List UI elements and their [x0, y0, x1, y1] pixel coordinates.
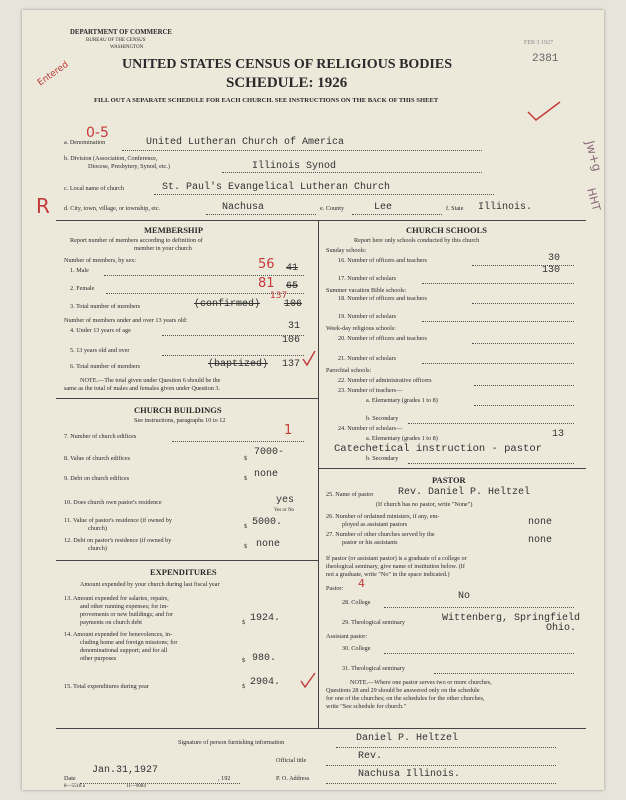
q20-label: 20. Number of officers and teachers [338, 335, 427, 342]
q2-red-value[interactable]: 81 [258, 276, 275, 291]
q3-old-value: 106 [284, 299, 303, 310]
date-suffix: , 192 [218, 775, 231, 782]
date-label: Date [64, 775, 76, 782]
form-code: 8—5518 a [64, 784, 85, 789]
division-value[interactable]: Illinois Synod [252, 161, 337, 172]
age-label: Number of members under and over 13 years old: [64, 317, 188, 324]
date-value[interactable]: Jan.31,1927 [92, 765, 159, 776]
division-label: b. Division (Association, Conference, [64, 155, 158, 162]
q24a-value[interactable]: 13 [552, 429, 565, 440]
q2-label: 2. Female [70, 285, 95, 292]
q23b-label: b. Secondary [366, 415, 399, 422]
q12-label-2: church) [88, 545, 107, 552]
by-sex-label: Number of members, by sex: [64, 257, 136, 264]
q3-note: (confirmed) [194, 299, 261, 310]
q14-label-2: cluding home and foreign missions; for [80, 639, 178, 646]
form-code-2: 11—9084 [126, 784, 146, 789]
q11-value[interactable]: 5000. [252, 517, 283, 528]
pastor-sub-label: Pastor: [326, 585, 344, 592]
q28-label: 28. College [342, 599, 371, 606]
membership-note: NOTE.—The total given under Question 6 should be the [80, 377, 221, 384]
summer-label: Summer vacation Bible schools: [326, 287, 407, 294]
q6-note: (baptized) [208, 359, 269, 370]
instruction-line: FILL OUT A SEPARATE SCHEDULE FOR EACH CHURCH. SEE INSTRUCTIONS ON THE BACK OF THIS SHEET [94, 97, 439, 104]
q11-label: 11. Value of pastor's residence (if owned by [64, 517, 172, 524]
church-name-value[interactable]: St. Paul's Evangelical Lutheran Church [162, 182, 391, 193]
sunday-label: Sunday schools: [326, 247, 367, 254]
q8-label: 8. Value of church edifices [64, 455, 131, 462]
q1-red-value[interactable]: 56 [258, 257, 275, 272]
q6-label: 6. Total number of members [70, 363, 141, 370]
received-stamp: FEB 3 1927 [524, 40, 554, 46]
pastor-note: NOTE.—Where one pastor serves two or more churches, [350, 679, 492, 686]
q6-check-icon [302, 350, 316, 368]
q25-value[interactable]: Rev. Daniel P. Heltzel [398, 487, 531, 498]
q15-check-icon [300, 672, 316, 690]
graduate-note-3: not a graduate, write "No" in the space indicated.) [326, 571, 450, 578]
city-value[interactable]: Nachusa [222, 202, 265, 213]
membership-heading: MEMBERSHIP [144, 225, 204, 235]
q2-old-value: 65 [286, 281, 299, 292]
q14-label: 14. Amount expended for benevolences, in- [64, 631, 173, 638]
q29-label: 29. Theological seminary [342, 619, 405, 626]
po-address-value[interactable]: Nachusa Illinois. [358, 769, 461, 780]
q30-label: 30. College [342, 645, 371, 652]
schools-heading: CHURCH SCHOOLS [406, 225, 487, 235]
q9-value[interactable]: none [254, 469, 279, 480]
buildings-heading: CHURCH BUILDINGS [134, 405, 222, 415]
initials-annotation-2: HHT [584, 186, 603, 213]
q26-label-2: ployed as assistant pastors [342, 521, 408, 528]
q19-label: 19. Number of scholars [338, 313, 397, 320]
q14-value[interactable]: 980. [252, 653, 277, 664]
graduate-note-2: theological seminary, give name of institution below. (If [326, 563, 465, 570]
q1-label: 1. Male [70, 267, 89, 274]
graduate-note: If pastor (or assistant pastor) is a graduate of a college or [326, 555, 467, 562]
q8-value[interactable]: 7000- [254, 447, 285, 458]
q22-label: 22. Number of administrative officers [338, 377, 432, 384]
q25-note: (If church has no pastor, write "None") [376, 501, 473, 508]
membership-intro-2: member in your church [134, 245, 192, 252]
initials-annotation-1: Jw+g [582, 139, 605, 173]
buildings-intro: See instructions, paragraphs 10 to 12 [134, 417, 226, 424]
q23a-label: a. Elementary (grades 1 to 8) [366, 397, 438, 404]
q7-value[interactable]: 1 [284, 423, 293, 438]
q28-value[interactable]: No [458, 591, 471, 602]
official-title-label: Official title [276, 757, 307, 764]
schools-intro: Report here only schools conducted by this church [354, 237, 480, 244]
official-title-value[interactable]: Rev. [358, 751, 383, 762]
q29-value[interactable]: Wittenberg, Springfield [442, 613, 581, 624]
pastor-mark: 4 [358, 577, 365, 590]
q16-value[interactable]: 30 [548, 253, 561, 264]
q4-label: 4. Under 13 years of age [70, 327, 131, 334]
assistant-label: Assistant pastor: [326, 633, 368, 640]
q5-label: 5. 13 years old and over [70, 347, 130, 354]
q3-label: 3. Total number of members [70, 303, 141, 310]
q7-label: 7. Number of church edifices [64, 433, 137, 440]
q24a-label: a. Elementary (grades 1 to 8) [366, 435, 438, 442]
q9-dollar: $ [244, 475, 248, 482]
q25-label: 25. Name of pastor [326, 491, 374, 498]
q18-label: 18. Number of officers and teachers [338, 295, 427, 302]
membership-note-2: same as the total of males and females given under Question 3. [64, 385, 221, 392]
checkmark-icon [526, 100, 562, 124]
q1-old-value: 41 [286, 263, 299, 274]
q10-label: 10. Does church own pastor's residence [64, 499, 162, 506]
q27-label-2: pastor or his assistants [342, 539, 398, 546]
q6-value[interactable]: 137 [282, 359, 301, 370]
q26-label: 26. Number of ordained ministers, if any, em- [326, 513, 440, 520]
pastor-note-3: for one of the churches; on the schedules for the other churches, [326, 695, 485, 702]
state-value[interactable]: Illinois. [478, 202, 533, 213]
signature-label: Signature of person furnishing information [178, 739, 285, 746]
city-label: d. City, town, village, or township, etc. [64, 205, 161, 212]
pastor-note-4: write "See schedule for church." [326, 703, 407, 710]
parochial-label: Parochial schools: [326, 367, 372, 374]
q17-label: 17. Number of scholars [338, 275, 397, 282]
census-form [22, 10, 604, 790]
form-number: 2381 [532, 53, 559, 65]
department-heading: DEPARTMENT OF COMMERCE [70, 29, 172, 36]
county-value[interactable]: Lee [374, 202, 393, 213]
q27-label: 27. Number of other churches served by the [326, 531, 435, 538]
q13-label: 13. Amount expended for salaries, repairs, [64, 595, 169, 602]
q12-label: 12. Debt on pastor's residence (if owned by [64, 537, 172, 544]
q13-value[interactable]: 1924. [250, 613, 281, 624]
q13-dollar: $ [242, 619, 246, 626]
q9-label: 9. Debt on church edifices [64, 475, 130, 482]
form-title: UNITED STATES CENSUS OF RELIGIOUS BODIES [122, 57, 453, 72]
q4-value[interactable]: 31 [288, 321, 301, 332]
q29-value-2[interactable]: Ohio. [546, 623, 577, 634]
q31-label: 31. Theological seminary [342, 665, 405, 672]
church-name-label: c. Local name of church [64, 185, 124, 192]
yes-no-hint: Yes or No [274, 508, 295, 513]
q12-dollar: $ [244, 543, 248, 550]
q12-value[interactable]: none [256, 539, 281, 550]
r-annotation: R [36, 194, 50, 218]
q4b-value[interactable]: 106 [282, 335, 301, 346]
division-label-2: Diocese, Presbytery, Synod, etc.) [88, 163, 170, 170]
county-label: e. County [320, 205, 345, 212]
q26-value[interactable]: none [528, 517, 553, 528]
pastor-note-2: Questions 28 and 29 should be answered only on the schedule [326, 687, 480, 694]
q14-dollar: $ [242, 657, 246, 664]
weekday-label: Week-day religious schools: [326, 325, 396, 332]
q17-value[interactable]: 130 [542, 265, 561, 276]
q21-label: 21. Number of scholars [338, 355, 397, 362]
denomination-value[interactable]: United Lutheran Church of America [146, 137, 345, 148]
q24b-label: b. Secondary [366, 455, 399, 462]
q13-label-3: provements or new buildings; and for [80, 611, 173, 618]
q8-dollar: $ [244, 455, 248, 462]
q3-red-value[interactable]: 137 [270, 291, 288, 301]
membership-intro: Report number of members according to definition of [70, 237, 203, 244]
q27-value[interactable]: none [528, 535, 553, 546]
q13-label-2: and other running expenses; for im- [80, 603, 169, 610]
state-label: f. State [446, 205, 464, 212]
q15-value[interactable]: 2904. [250, 677, 281, 688]
q14-label-3: denominational support; and for all [80, 647, 168, 654]
pastor-heading: PASTOR [432, 475, 466, 485]
q11-label-2: church) [88, 525, 107, 532]
signature-value[interactable]: Daniel P. Heltzel [356, 733, 459, 744]
schedule-title: SCHEDULE: 1926 [226, 75, 348, 91]
bureau-heading: BUREAU OF THE CENSUS [86, 38, 146, 43]
q10-value[interactable]: yes [276, 495, 295, 506]
range-annotation: 0-5 [86, 125, 109, 141]
q24-label: 24. Number of scholars— [338, 425, 403, 432]
q15-dollar: $ [242, 683, 246, 690]
po-address-label: P. O. Address [276, 775, 310, 782]
q15-label: 15. Total expenditures during year [64, 683, 149, 690]
expenditures-intro: Amount expended by your church during last fiscal year [80, 581, 220, 588]
expenditures-heading: EXPENDITURES [150, 567, 217, 577]
q16-label: 16. Number of officers and teachers [338, 257, 427, 264]
q14-label-4: other purposes [80, 655, 117, 662]
city-heading: WASHINGTON [110, 45, 144, 50]
catechetical-note[interactable]: Catechetical instruction - pastor [334, 443, 542, 455]
entered-annotation: Entered [36, 59, 71, 89]
q23-label: 23. Number of teachers— [338, 387, 403, 394]
q13-label-4: payments on church debt [80, 619, 143, 626]
denomination-label: a. Denomination [64, 139, 106, 146]
q11-dollar: $ [244, 523, 248, 530]
